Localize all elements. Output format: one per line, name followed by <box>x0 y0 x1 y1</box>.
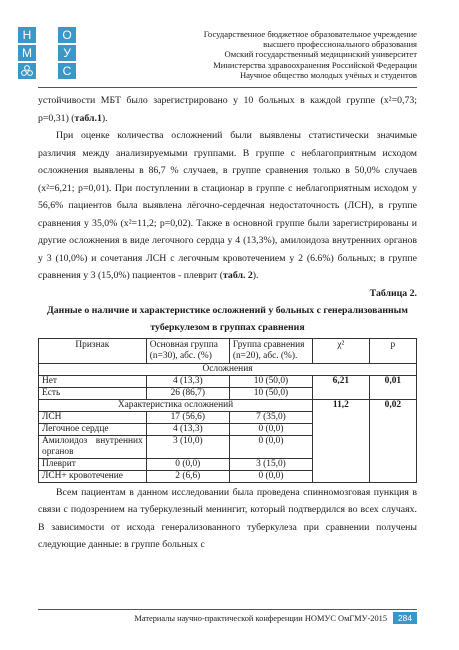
table-cell: Амилоидоз внутренних органов <box>39 435 147 458</box>
header-divider <box>38 87 417 88</box>
logo-letter: С <box>58 63 76 79</box>
table-cell: Есть <box>39 387 147 399</box>
header-line: Государственное бюджетное образовательное учреждение <box>203 29 417 39</box>
footer-text: Материалы научно-практической конференции НОМУС ОмГМУ-2015 <box>134 613 388 623</box>
table-cell: Легочное сердце <box>39 423 147 435</box>
paragraph-2 <box>38 127 417 285</box>
nomus-logo <box>18 27 78 79</box>
logo-letter: М <box>18 45 36 61</box>
page-number: 284 <box>393 612 417 624</box>
logo-letter: У <box>58 45 76 61</box>
footer-divider <box>38 609 417 610</box>
chi-square-value: 11,2 <box>313 399 370 482</box>
section-title: Осложнения <box>39 363 417 375</box>
p-value: 0,02 <box>369 399 416 482</box>
column-header: χ² <box>313 338 370 363</box>
table-cell: 4 (13,3) <box>146 423 229 435</box>
paragraph-text: ). <box>252 270 259 281</box>
table-label: Таблица 2. <box>369 287 417 299</box>
table-cell: ЛСН+ кровотечение <box>39 470 147 482</box>
logo-letter: О <box>58 27 76 43</box>
table-row <box>39 375 417 387</box>
table-cell: 0 (0,0) <box>146 458 229 470</box>
table-cell: 2 (6,6) <box>146 470 229 482</box>
table-cell: 7 (35,0) <box>229 411 312 423</box>
table-cell: 0 (0,0) <box>229 435 312 458</box>
paragraph-1 <box>38 92 417 127</box>
logo-blank <box>38 45 56 61</box>
column-header: Основная группа (n=30), абс. (%) <box>146 338 229 363</box>
table-cell: Плеврит <box>39 458 147 470</box>
header-line: Омский государственный медицинский университет <box>224 49 417 60</box>
table-cell: 3 (10,0) <box>146 435 229 458</box>
p-value: 0,01 <box>369 375 416 399</box>
paragraph-text: ). <box>101 112 108 124</box>
logo-blank <box>38 27 56 43</box>
paragraph-text: При оценке количества осложнений были выявлены статистически значимые различия между анализируемыми группами. В группе с неблагоприятным исходом осложнения выявлены в 86,7 % случаев, в группе сравнения только в 50,0% случаев (x²=6,21; p=0,01). При поступлении в стационар в группе с неблагоприятным исходом у 56,6% пациентов была выявлена лёгочно-сердечная недостаточность (ЛСН), в группе сравнения у 35,0% (x²=11,2; p=0,02). Также в основной группе были зарегистрированы и другие осложнения в виде легочного сердца у 4 (13,3%), амилоидоза внутренних органов у 3 (10,0%) и сочетания ЛСН с легочным кровотечением у 2 (6.6%) больных; в группе сравнения у 3 (15,0%) пациентов - плеврит ( <box>38 130 417 281</box>
table-reference: табл. 2 <box>222 270 253 281</box>
table-cell: 3 (15,0) <box>229 458 312 470</box>
institution-header <box>117 29 417 80</box>
column-header: p <box>369 338 416 363</box>
logo-blank <box>38 63 56 79</box>
table-cell: 0 (0,0) <box>229 470 312 482</box>
chi-square-value: 6,21 <box>313 375 370 399</box>
table-cell: 4 (13,3) <box>146 375 229 387</box>
page-footer <box>38 611 417 625</box>
table-caption: Данные о наличие и характеристике осложнений у больных с генерализованным туберкулезом в группах сравнения <box>47 304 408 333</box>
header-line: Научное общество молодых учёных и студентов <box>239 69 417 80</box>
table-cell: 10 (50,0) <box>229 375 312 387</box>
complications-table <box>38 338 417 483</box>
header-line: высшего профессионального образования <box>263 39 417 50</box>
table-cell: ЛСН <box>39 411 147 423</box>
table-header-row <box>39 338 417 363</box>
column-header: Группа сравнения (n=20), абс. (%). <box>229 338 312 363</box>
page-body <box>38 92 417 554</box>
section-row <box>39 399 417 411</box>
paragraph-3: Всем пациентам в данном исследовании была проведена спинномозговая пункция в связи с подозрением на туберкулезный менингит, который подтвердился во всех случаях. В зависимости от исхода генерализованного туберкулеза при сравнении получены следующие данные: в группе больных с <box>38 486 417 550</box>
section-title: Характеристика осложнений <box>39 399 313 411</box>
table-cell: 0 (0,0) <box>229 423 312 435</box>
table-reference: табл.1 <box>74 112 102 124</box>
table-cell: Нет <box>39 375 147 387</box>
table-cell: 10 (50,0) <box>229 387 312 399</box>
paragraph-text: устойчивости МБТ было зарегистрировано у 10 больных в каждой группе (x²=0,73; p=0,31) ( <box>38 95 417 124</box>
logo-letter: Н <box>18 27 36 43</box>
column-header: Признак <box>39 338 147 363</box>
section-row <box>39 363 417 375</box>
header-line: Министерства здравоохранения Российской Федерации <box>213 59 417 70</box>
emblem-icon <box>18 63 36 79</box>
table-cell: 17 (56,6) <box>146 411 229 423</box>
table-cell: 26 (86,7) <box>146 387 229 399</box>
